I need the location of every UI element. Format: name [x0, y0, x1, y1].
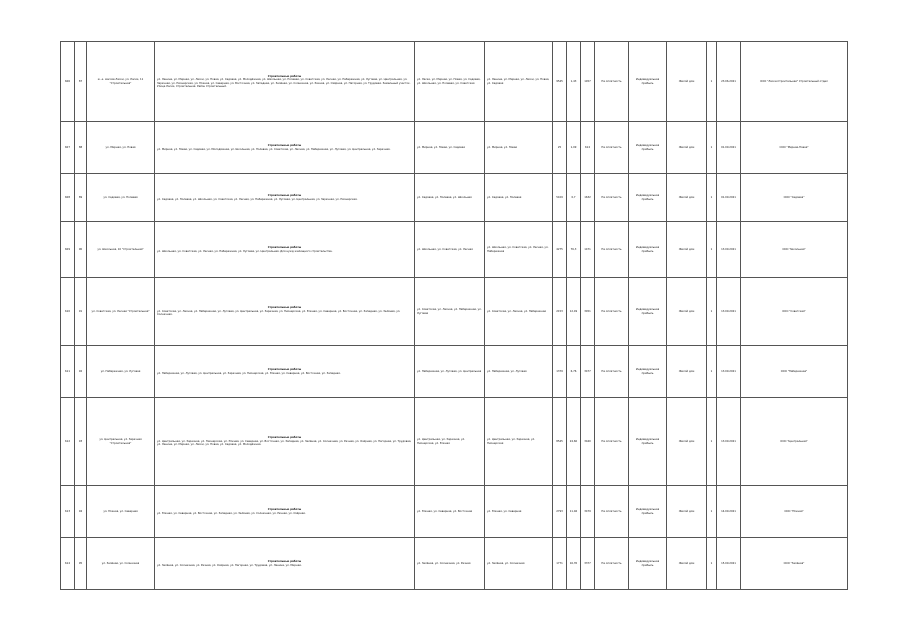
- value-2: 3451: [581, 278, 595, 346]
- table-row: [61, 278, 848, 346]
- row-number: 607: [61, 122, 75, 174]
- type-text: Жилой дом: [667, 538, 707, 590]
- organization-text: ООО "Центральная": [741, 398, 848, 486]
- form-text: Индивидуальная прибыль: [629, 222, 667, 278]
- date-value: 01.09.2021: [717, 174, 741, 222]
- date-value: 13.09.2021: [717, 278, 741, 346]
- object-description: [155, 398, 415, 486]
- table-row: [61, 486, 848, 538]
- object-address: ул. Зелёная, ул. Солнечная, ул. Речная: [415, 538, 485, 590]
- table-row: [61, 346, 848, 398]
- value-2: 1471: [581, 222, 595, 278]
- value-2: 3440: [581, 398, 595, 486]
- row-index: 89: [75, 174, 87, 222]
- status-text: На оплатность: [595, 174, 629, 222]
- row-number: 608: [61, 174, 75, 222]
- organization-text: ООО "Зелёная": [741, 538, 848, 590]
- row-index: 94: [75, 486, 87, 538]
- object-address: ул. Советская, ул. Лесная, ул. Набережная, ул. Луговая: [415, 278, 485, 346]
- description-heading: Строительные работы: [267, 144, 302, 148]
- type-text: Жилой дом: [667, 174, 707, 222]
- table-row: [61, 42, 848, 122]
- status-text: На оплатность: [595, 486, 629, 538]
- table-row: [61, 538, 848, 590]
- value-1: 11,46: [567, 486, 581, 538]
- organization-text: ООО "Ласки-Строительная" Строительный отдел: [741, 42, 848, 122]
- row-index: 87: [75, 42, 87, 122]
- owner-info: ул. Набережная, ул. Луговая: [485, 346, 553, 398]
- description-text: ул. Школьная, ул. Советская, ул. Лесная, ул. Набережная, ул. Луговая, ул. Центральная. Для нужд жилищного строительства.: [157, 249, 333, 253]
- description-heading: Строительные работы: [267, 246, 302, 250]
- value-1: 1,09: [567, 122, 581, 174]
- table-row: [61, 222, 848, 278]
- value-2: 1457: [581, 42, 595, 122]
- description-heading: Строительные работы: [267, 508, 302, 512]
- value-1: 76,3: [567, 222, 581, 278]
- row-number: 606: [61, 42, 75, 122]
- owner-info: ул. Мирная, ул. Новая: [485, 122, 553, 174]
- row-number: 610: [61, 278, 75, 346]
- table-row: [61, 398, 848, 486]
- row-index: 90: [75, 222, 87, 278]
- row-index: 95: [75, 538, 87, 590]
- object-name: ул. Советская, ул. Лесная "Строительная": [87, 278, 155, 346]
- area-value: 1771: [553, 538, 567, 590]
- row-index: 91: [75, 278, 87, 346]
- description-text: ул. Зелёная, ул. Солнечная, ул. Речная, ул. Озёрная, ул. Нагорная, ул. Трудовая, ул. Ленина, ул. Мирная.: [157, 563, 302, 567]
- form-text: Индивидуальная прибыль: [629, 174, 667, 222]
- status-text: На оплатность: [595, 278, 629, 346]
- type-text: Жилой дом: [667, 278, 707, 346]
- count-value: 1: [707, 278, 717, 346]
- row-index: 93: [75, 398, 87, 486]
- value-1: 24,60: [567, 398, 581, 486]
- object-name: ул. Зелёная, ул. Солнечная: [87, 538, 155, 590]
- count-value: 1: [707, 486, 717, 538]
- type-text: Жилой дом: [667, 222, 707, 278]
- object-name: ул. Набережная, ул. Луговая: [87, 346, 155, 398]
- table-row: [61, 174, 848, 222]
- date-value: 15.09.2021: [717, 538, 741, 590]
- count-value: 1: [707, 174, 717, 222]
- type-text: Жилой дом: [667, 398, 707, 486]
- table-row: [61, 122, 848, 174]
- type-text: Жилой дом: [667, 486, 707, 538]
- organization-text: ООО "Набережная": [741, 346, 848, 398]
- form-text: Индивидуальная прибыль: [629, 538, 667, 590]
- object-address: ул. Школьная, ул. Советская, ул. Лесная: [415, 222, 485, 278]
- description-text: ул. Набережная, ул. Луговая, ул. Центральная, ул. Заречная, ул. Пионерская, ул. Южная, ул. Северная, ул. Восточная, ул. Западная.: [157, 371, 341, 375]
- organization-text: ООО "Мирная-Новая": [741, 122, 848, 174]
- date-value: 13.09.2021: [717, 346, 741, 398]
- description-text: ул. Южная, ул. Северная, ул. Восточная, ул. Западная, ул. Зелёная, ул. Солнечная, ул. Речная, ул. Озёрная.: [157, 511, 306, 515]
- status-text: На оплатность: [595, 122, 629, 174]
- date-value: 23.06.2021: [717, 42, 741, 122]
- count-value: 1: [707, 398, 717, 486]
- description-heading: Строительные работы: [267, 194, 302, 198]
- row-number: 614: [61, 538, 75, 590]
- object-name: ул. Центральная, ул. Заречная "Строительная": [87, 398, 155, 486]
- date-value: 13.09.2021: [717, 222, 741, 278]
- area-value: 9545: [553, 42, 567, 122]
- row-number: 611: [61, 346, 75, 398]
- object-description: [155, 278, 415, 346]
- owner-info: ул. Школьная, ул. Советская, ул. Лесная, ул. Набережная: [485, 222, 553, 278]
- row-number: 612: [61, 398, 75, 486]
- object-description: [155, 486, 415, 538]
- count-value: 1: [707, 346, 717, 398]
- table-body: [61, 42, 848, 590]
- description-text: ул. Советская, ул. Лесная, ул. Набережная, ул. Луговая, ул. Центральная, ул. Заречная, ул. Пионерская, ул. Южная, ул. Северная, ул. Восточная, ул. Западная, ул. Зелёная, ул. Солнечная.: [157, 309, 401, 317]
- description-text: ул. Мирная, ул. Новая, ул. Садовая, ул. Молодёжная, ул. Школьная, ул. Полевая, ул. Советская, ул. Лесная, ул. Набережная, ул. Луговая, ул. Центральная, ул. Заречная.: [157, 147, 391, 151]
- object-description: [155, 174, 415, 222]
- owner-info: ул. Южная, ул. Северная: [485, 486, 553, 538]
- area-value: 25: [553, 122, 567, 174]
- value-1: 0,7: [567, 174, 581, 222]
- value-2: 3479: [581, 486, 595, 538]
- value-1: 12,49: [567, 278, 581, 346]
- description-heading: Строительные работы: [267, 560, 302, 564]
- object-address: ул. Садовая, ул. Полевая, ул. Школьная: [415, 174, 485, 222]
- object-name: ул. Садовая, ул. Полевая: [87, 174, 155, 222]
- object-description: [155, 122, 415, 174]
- status-text: На оплатность: [595, 42, 629, 122]
- organization-text: ООО "Советская": [741, 278, 848, 346]
- row-number: 609: [61, 222, 75, 278]
- form-text: Индивидуальная прибыль: [629, 42, 667, 122]
- object-address: ул. Южная, ул. Северная, ул. Восточная: [415, 486, 485, 538]
- status-text: На оплатность: [595, 538, 629, 590]
- owner-info: ул. Зелёная, ул. Солнечная: [485, 538, 553, 590]
- status-text: На оплатность: [595, 346, 629, 398]
- owner-info: ул. Садовая, ул. Полевая: [485, 174, 553, 222]
- form-text: Индивидуальная прибыль: [629, 486, 667, 538]
- description-text: ул. Садовая, ул. Полевая, ул. Школьная, ул. Советская, ул. Лесная, ул. Набережная, ул. Луговая, ул. Центральная, ул. Заречная, ул. Пионерская.: [157, 197, 358, 201]
- description-heading: Строительные работы: [267, 436, 302, 440]
- type-text: Жилой дом: [667, 346, 707, 398]
- status-text: На оплатность: [595, 398, 629, 486]
- value-2: 1632: [581, 174, 595, 222]
- description-text: ул. Ленина, ул. Мирная, ул. Ласки, ул. Новая, ул. Садовая, ул. Молодёжная, ул. Школьная, ул. Полевая, ул. Советская, ул. Лесная, ул. Набережная, ул. Луговая, ул. Центральная, ул. Заречная, ул. Пионерская, ул. Южная, ул. Северная, ул. Восточная, ул. Западная, ул. Зелёная, ул. Солнечная, ул. Речная, ул. Озёрная, ул. Нагорная, ул. Трудовая. Земельный участок. Улица Ласки, Строительная. Район Строительный.: [157, 78, 411, 88]
- count-value: 1: [707, 42, 717, 122]
- area-value: 5109: [553, 174, 567, 222]
- date-value: 01.09.2021: [717, 122, 741, 174]
- form-text: Индивидуальная прибыль: [629, 278, 667, 346]
- description-text: ул. Центральная, ул. Заречная, ул. Пионерская, ул. Южная, ул. Северная, ул. Восточная, ул. Западная, ул. Зелёная, ул. Солнечная, ул. Речная, ул. Озёрная, ул. Нагорная, ул. Трудовая, ул. Ленина, ул. Мирная, ул. Ласки, ул. Новая, ул. Садовая, ул. Молодёжная.: [157, 439, 412, 447]
- organization-text: ООО "Школьная": [741, 222, 848, 278]
- type-text: Жилой дом: [667, 42, 707, 122]
- object-address: ул. Ласки, ул. Мирная, ул. Новая, ул. Садовая, ул. Школьная, ул. Полевая, ул. Советская: [415, 42, 485, 122]
- owner-info: ул. Ленина, ул. Мирная, ул. Ласки, ул. Новая, ул. Садовая: [485, 42, 553, 122]
- value-1: 1,43: [567, 42, 581, 122]
- object-name: ж.-к. массив Ласки, ул. Ласки, 11 "Строительная": [87, 42, 155, 122]
- description-heading: Строительные работы: [267, 368, 302, 372]
- area-value: 1379: [553, 346, 567, 398]
- owner-info: ул. Советская, ул. Лесная, ул. Набережная: [485, 278, 553, 346]
- status-text: На оплатность: [595, 222, 629, 278]
- object-name: ул. Школьная, 10 "Строительная": [87, 222, 155, 278]
- value-2: 3377: [581, 538, 595, 590]
- description-heading: Строительные работы: [267, 306, 302, 310]
- area-value: 8545: [553, 398, 567, 486]
- area-value: 2153: [553, 278, 567, 346]
- organization-text: ООО "Южная": [741, 486, 848, 538]
- object-description: [155, 42, 415, 122]
- owner-info: ул. Центральная, ул. Заречная, ул. Пионерская: [485, 398, 553, 486]
- type-text: Жилой дом: [667, 122, 707, 174]
- object-address: ул. Набережная, ул. Луговая, ул. Центральная: [415, 346, 485, 398]
- form-text: Индивидуальная прибыль: [629, 346, 667, 398]
- form-text: Индивидуальная прибыль: [629, 398, 667, 486]
- object-description: [155, 346, 415, 398]
- value-1: 6,76: [567, 346, 581, 398]
- object-address: ул. Мирная, ул. Новая, ул. Садовая: [415, 122, 485, 174]
- count-value: 1: [707, 122, 717, 174]
- area-value: 2793: [553, 486, 567, 538]
- object-description: [155, 538, 415, 590]
- organization-text: ООО "Садовая": [741, 174, 848, 222]
- area-value: 4275: [553, 222, 567, 278]
- object-address: ул. Центральная, ул. Заречная, ул. Пионерская, ул. Южная: [415, 398, 485, 486]
- form-text: Индивидуальная прибыль: [629, 122, 667, 174]
- value-2: 3477: [581, 346, 595, 398]
- object-name: ул. Мирная, ул. Новая: [87, 122, 155, 174]
- count-value: 1: [707, 538, 717, 590]
- count-value: 1: [707, 222, 717, 278]
- object-name: ул. Южная, ул. Северная: [87, 486, 155, 538]
- row-index: 88: [75, 122, 87, 174]
- value-1: 16,35: [567, 538, 581, 590]
- register-table: [60, 41, 848, 590]
- date-value: 14.09.2021: [717, 486, 741, 538]
- date-value: 13.09.2021: [717, 398, 741, 486]
- description-heading: Строительные работы: [267, 74, 302, 78]
- row-index: 92: [75, 346, 87, 398]
- object-description: [155, 222, 415, 278]
- row-number: 613: [61, 486, 75, 538]
- value-2: 614: [581, 122, 595, 174]
